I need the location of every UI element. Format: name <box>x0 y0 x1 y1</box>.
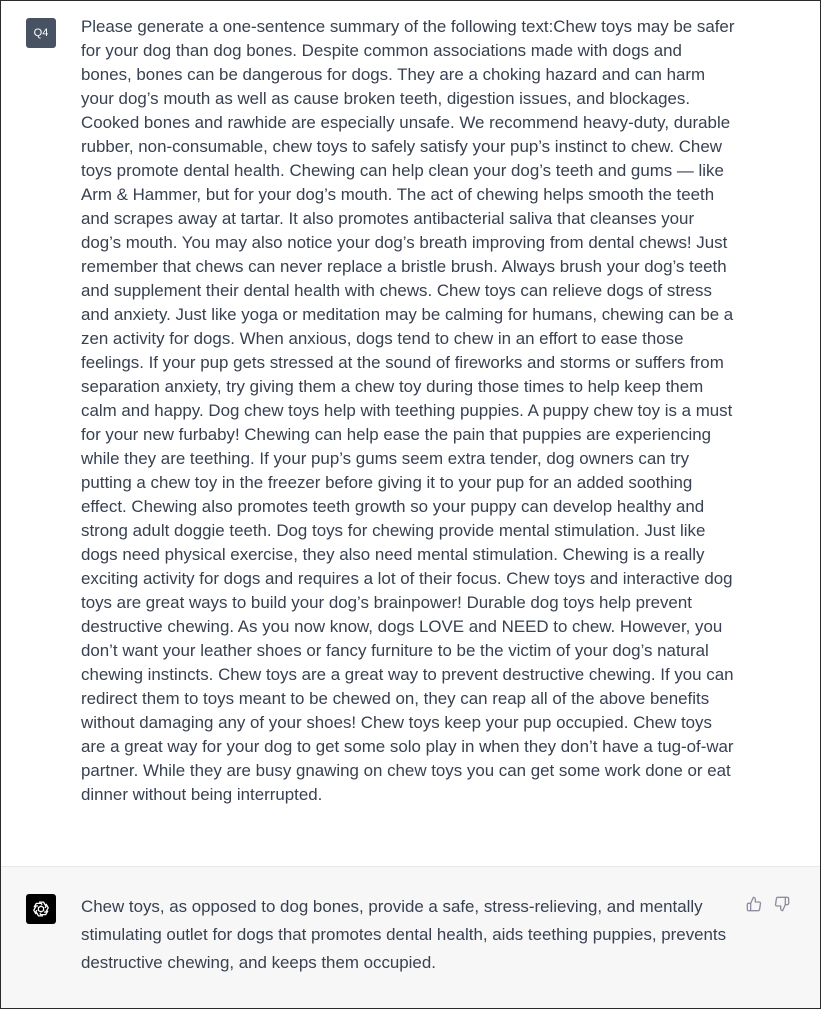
user-avatar <box>26 18 56 48</box>
user-avatar-label: Q4 <box>33 27 49 39</box>
openai-logo-icon <box>26 894 56 924</box>
thumbs-down-icon[interactable] <box>773 895 791 913</box>
user-message-text: Please generate a one-sentence summary of the following text:Chew toys may be safer for your dog than dog bones. Despite common associations made with dogs and bones, bones can be dangerous for dogs. They are a choking hazard and can harm your dog’s mouth as well as cause broken teeth, digestion issues, and blockages. Cooked bones and rawhide are especially unsafe. We recommend heavy-duty, durable rubber, non-consumable, chew toys to safely satisfy your pup’s instinct to chew. Chew toys promote dental health. Chewing can help clean your dog’s teeth and gums — like Arm & Hammer, but for your dog’s mouth. The act of chewing helps smooth the teeth and scrapes away at tartar. It also promotes antibacterial saliva that cleanses your dog’s mouth. You may also notice your dog’s breath improving from dental chews! Just remember that chews can never replace a bristle brush. Always brush your dog’s teeth and supplement their dental health with chews. Chew toys can relieve dogs of stress and anxiety. Just like yoga or meditation may be calming for humans, chewing can be a zen activity for dogs. When anxious, dogs tend to chew in an effort to ease those feelings. If your pup gets stressed at the sound of fireworks and storms or suffers from separation anxiety, try giving them a chew toy during those times to help keep them calm and happy. Dog chew toys help with teething puppies. A puppy chew toy is a must for your new furbaby! Chewing can help ease the pain that puppies are experiencing while they are teething. If your pup’s gums seem extra tender, dog owners can try putting a chew toy in the freezer before giving it to your pup for an added soothing effect. Chewing also promotes teeth growth so your puppy can develop healthy and strong adult doggie teeth. Dog toys for chewing provide mental stimulation. Just like dogs need physical exercise, they also need mental stimulation. Chewing is a really exciting activity for dogs and requires a lot of their focus. Chew toys and interactive dog toys are great ways to build your dog’s brainpower! Durable dog toys help prevent destructive chewing. As you now know, dogs LOVE and NEED to chew. However, you don’t want your leather shoes or fancy furniture to be the victim of your dog’s natural chewing instincts. Chew toys are a great way to prevent destructive chewing. If you can redirect them to toys meant to be chewed on, they can reap all of the above benefits without damaging any of your shoes! Chew toys keep your pup occupied. Chew toys are a great way for your dog to get some solo play in when they don’t have a tug-of-war partner. While they are busy gnawing on chew toys you can get some work done or eat dinner without being interrupted. <box>81 17 735 804</box>
thumbs-up-icon[interactable] <box>745 895 763 913</box>
assistant-message-text: Chew toys, as opposed to dog bones, provide a safe, stress-relieving, and mentally stimulating outlet for dogs that promotes dental health, aids teething puppies, prevents destructive chewing, and keeps them occupied. <box>81 897 727 972</box>
assistant-message <box>1 867 820 1008</box>
user-message <box>1 1 820 867</box>
feedback-controls <box>745 895 791 913</box>
